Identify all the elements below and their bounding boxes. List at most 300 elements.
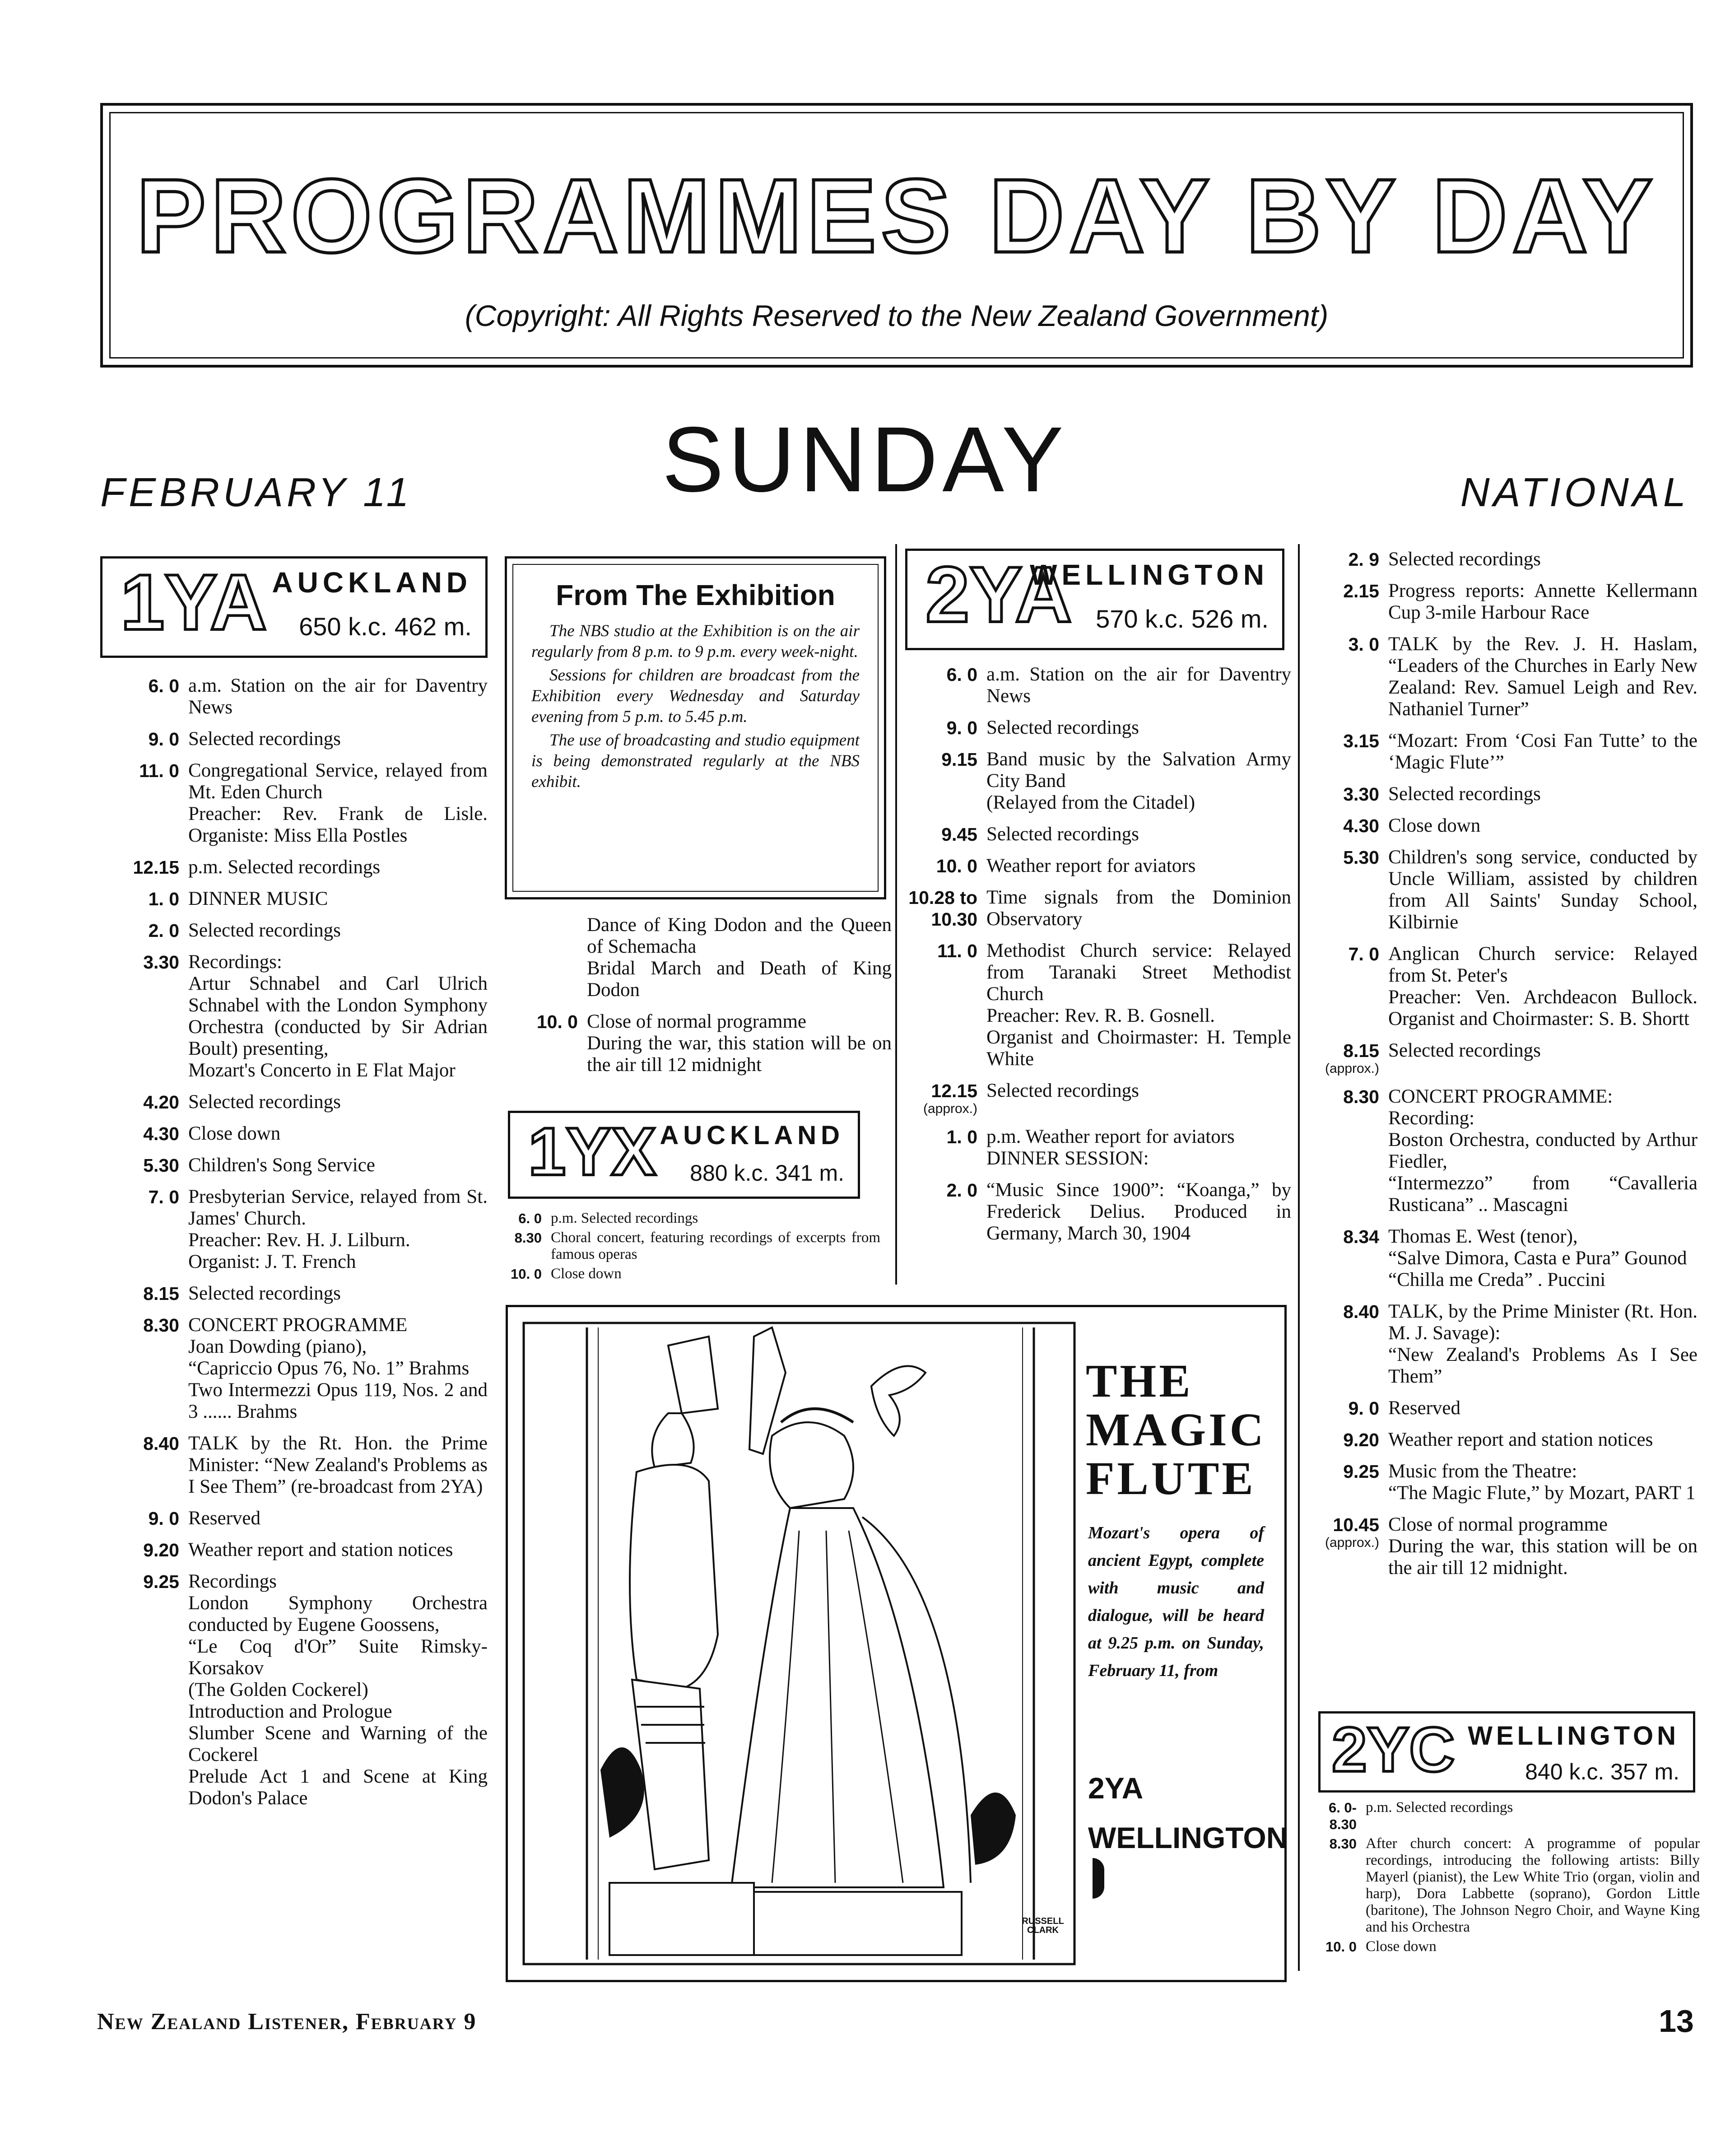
programme-line: DINNER SESSION:: [986, 1148, 1149, 1169]
programme-description: [986, 664, 1291, 707]
programme-line: Close down: [1366, 1938, 1437, 1955]
station-city: AUCKLAND: [272, 566, 472, 599]
programme-item: [1307, 1835, 1700, 1936]
programme-description: [986, 1179, 1291, 1244]
programme-line: “Intermezzo” from “Cavalleria Rusticana” .. Mascagni: [1388, 1173, 1697, 1215]
programme-line: Preacher: Ven. Archdeacon Bullock. Organist and Choirmaster: S. B. Shortt: [1388, 987, 1697, 1029]
programme-description: [188, 1314, 488, 1423]
programme-description: [1388, 1514, 1697, 1579]
programme-description: [1388, 815, 1697, 837]
programme-time-value: 10.28 to 10.30: [908, 887, 977, 930]
programme-time-value: 8.30: [514, 1230, 542, 1246]
programme-line: Methodist Church service: Relayed from Taranaki Street Methodist Church: [986, 940, 1291, 1005]
programme-description: [986, 887, 1291, 930]
programme-description: [1388, 730, 1697, 773]
magic-flute-feature: [506, 1305, 1287, 1982]
programme-line: Reserved: [1388, 1397, 1460, 1419]
programme-item: [100, 1186, 488, 1273]
exhibition-paragraph: Sessions for children are broadcast from the Exhibition every Wednesday and Saturday evening from 5 p.m. to 5.45 p.m.: [531, 666, 860, 726]
programme-time-value: 5.30: [1343, 847, 1379, 868]
exhibition-paragraph: The use of broadcasting and studio equipment is being demonstrated regularly at the NBS exhibit.: [531, 731, 860, 791]
programme-line: Weather report for aviators: [986, 855, 1196, 876]
programme-time: [1300, 1040, 1388, 1076]
programme-time: [499, 914, 587, 1001]
programme-time-value: 10. 0: [536, 1011, 578, 1032]
programme-time-value: 4.30: [143, 1123, 179, 1144]
programme-time: [1307, 1835, 1366, 1936]
programme-description: [188, 1539, 488, 1561]
programme-time-value: 2. 9: [1348, 549, 1379, 570]
programme-line: Recordings:: [188, 951, 282, 973]
day-title: SUNDAY: [662, 408, 1068, 511]
feature-station: [1088, 1763, 1288, 1863]
programme-description: [551, 1210, 880, 1227]
programme-description: [1388, 1226, 1697, 1291]
feature-station-line: 2YA: [1088, 1771, 1144, 1805]
programme-line: Two Intermezzi Opus 119, Nos. 2 and 3 ...... Brahms: [188, 1379, 488, 1422]
programme-time-value: 3.30: [143, 952, 179, 973]
programme-item: [1300, 847, 1697, 933]
programme-line: p.m. Selected recordings: [1366, 1799, 1513, 1816]
programme-description: [1366, 1799, 1700, 1833]
programme-line: Time signals from the Dominion Observatory: [986, 887, 1291, 930]
programme-line: TALK, by the Prime Minister (Rt. Hon. M. J. Savage):: [1388, 1301, 1697, 1344]
programme-description: [1388, 783, 1697, 805]
programme-time: [898, 1080, 986, 1116]
programme-time-value: 6. 0: [946, 664, 977, 685]
programme-line: Progress reports: Annette Kellermann Cup 3-mile Harbour Race: [1388, 580, 1697, 623]
programme-time-value: 9. 0: [946, 717, 977, 738]
station-header-2ya: [905, 549, 1284, 650]
programme-time-value: 9.45: [941, 824, 977, 845]
programme-item: [898, 1179, 1291, 1244]
programme-line: (Relayed from the Citadel): [986, 792, 1195, 813]
programme-time: [1307, 1799, 1366, 1833]
programme-description: [587, 914, 892, 1001]
programme-line: DINNER MUSIC: [188, 888, 328, 909]
programme-line: “Music Since 1900”: “Koanga,” by Frederick Delius. Produced in Germany, March 30, 1904: [986, 1179, 1291, 1244]
programme-time-value: 9. 0: [148, 729, 179, 750]
programme-time: [100, 1571, 188, 1809]
programme-item: [1300, 730, 1697, 773]
programme-line: Joan Dowding (piano),: [188, 1336, 367, 1357]
programme-description: [188, 1571, 488, 1809]
station-call-sign: 2YA: [925, 551, 1072, 639]
feature-station-line: WELLINGTON: [1088, 1821, 1288, 1854]
programme-item: [100, 888, 488, 910]
programme-line: Recordings: [188, 1571, 277, 1592]
programme-time: [898, 664, 986, 707]
programme-time-value: 8.40: [1343, 1301, 1379, 1322]
station-header-1yx: [508, 1111, 860, 1199]
programme-line: Selected recordings: [188, 728, 341, 750]
programme-line: Anglican Church service: Relayed from St. Peter's: [1388, 943, 1697, 986]
programme-time-value: 6. 0: [148, 675, 179, 696]
programme-item: [1300, 1040, 1697, 1076]
programme-time: [1300, 730, 1388, 773]
programme-item: [898, 1080, 1291, 1116]
programme-time: [898, 824, 986, 845]
programme-description: [986, 1080, 1291, 1116]
programme-item: [100, 1433, 488, 1498]
feature-description: Mozart's opera of ancient Egypt, complete with music and dialogue, will be heard at 9.25 p.m. on Sunday, February 11, from: [1088, 1523, 1264, 1680]
programme-description: [1388, 549, 1697, 570]
programme-item: [1300, 1397, 1697, 1419]
programme-time-value: 9.25: [1343, 1461, 1379, 1482]
programme-time-value: 11. 0: [937, 941, 977, 961]
programme-time: [100, 1539, 188, 1561]
programme-description: [188, 1433, 488, 1498]
programme-line: Organist and Choirmaster: H. Temple White: [986, 1027, 1291, 1070]
programme-time: [100, 857, 188, 878]
programme-line: Selected recordings: [986, 717, 1139, 738]
programme-item: [1300, 1429, 1697, 1451]
programme-item: [898, 855, 1291, 877]
programme-time-value: 8.15: [1343, 1040, 1379, 1061]
programme-line: TALK by the Rt. Hon. the Prime Minister: “New Zealand's Problems as I See Them” (re-broadcast from 2YA): [188, 1433, 488, 1497]
programme-time-value: 10.45: [1333, 1514, 1379, 1535]
programme-time: [1300, 1397, 1388, 1419]
programme-line: Choral concert, featuring recordings of excerpts from famous operas: [551, 1229, 880, 1262]
programme-line: p.m. Selected recordings: [188, 857, 381, 878]
programme-item: [100, 1571, 488, 1809]
programme-description: [1366, 1938, 1700, 1955]
programme-time: [100, 1123, 188, 1145]
programme-description: [1388, 1040, 1697, 1076]
programme-line: Selected recordings: [986, 1080, 1139, 1101]
programme-time: [100, 1314, 188, 1423]
programme-item: [898, 749, 1291, 814]
programme-item: [100, 857, 488, 878]
programme-line: Introduction and Prologue: [188, 1701, 392, 1722]
programme-line: Slumber Scene and Warning of the Cockerel: [188, 1723, 488, 1765]
programme-list-1ya: [100, 675, 488, 1819]
station-frequency: 840 k.c. 357 m.: [1525, 1759, 1679, 1784]
programme-item: [1307, 1799, 1700, 1833]
programme-time: [1300, 1461, 1388, 1504]
programme-line: Close of normal programme: [587, 1011, 807, 1032]
programme-time-value: 3. 0: [1348, 634, 1379, 655]
programme-line: Thomas E. West (tenor),: [1388, 1226, 1578, 1247]
programme-list-1ya-continued: [499, 914, 892, 1086]
programme-time: [1300, 549, 1388, 570]
programme-item: [492, 1229, 880, 1263]
programme-time: [100, 1091, 188, 1113]
programme-time-value: 8.34: [1343, 1226, 1379, 1247]
programme-description: [986, 717, 1291, 739]
programme-time: [100, 888, 188, 910]
programme-line: Dance of King Dodon and the Queen of Schemacha: [587, 914, 892, 957]
programme-item: [1300, 783, 1697, 805]
station-city: WELLINGTON: [1030, 559, 1269, 591]
programme-item: [100, 1123, 488, 1145]
programme-list-2yc: [1307, 1799, 1700, 1958]
banner-inner-frame: [109, 112, 1684, 359]
programme-time: [100, 1155, 188, 1176]
programme-time-note: (approx.): [923, 1101, 977, 1116]
programme-description: [1388, 847, 1697, 933]
programme-line: Selected recordings: [188, 920, 341, 941]
programme-time: [1300, 1226, 1388, 1291]
programme-item: [1300, 815, 1697, 837]
programme-list-2ya-continued: [1300, 549, 1697, 1589]
programme-time: [492, 1266, 551, 1282]
programme-line: “Salve Dimora, Casta e Pura” Gounod: [1388, 1248, 1687, 1269]
exhibition-title: From The Exhibition: [556, 579, 835, 611]
programme-line: Artur Schnabel and Carl Ulrich Schnabel with the London Symphony Orchestra (conducted by Sir Adrian Boult) presenting,: [188, 973, 488, 1059]
programme-time: [100, 1186, 188, 1273]
date-label: FEBRUARY 11: [100, 470, 413, 515]
programme-description: [1388, 633, 1697, 720]
programme-time-value: 8.30: [1329, 1836, 1357, 1852]
programme-list-1yx: [492, 1210, 880, 1285]
programme-description: [188, 1155, 488, 1176]
programme-item: [100, 675, 488, 718]
programme-line: During the war, this station will be on the air till 12 midnight.: [1388, 1536, 1697, 1579]
banner-title: PROGRAMMES DAY BY DAY: [136, 158, 1657, 275]
programme-time-value: 9.20: [1343, 1430, 1379, 1450]
programme-line: Boston Orchestra, conducted by Arthur Fiedler,: [1388, 1129, 1697, 1172]
programme-line: Selected recordings: [188, 1091, 341, 1113]
feature-title-line: MAGIC: [1086, 1404, 1266, 1456]
programme-time-value: 2. 0: [148, 920, 179, 941]
programme-description: [188, 675, 488, 718]
programme-time-value: 7. 0: [1348, 944, 1379, 964]
programme-time: [100, 675, 188, 718]
programme-description: [986, 855, 1291, 877]
programme-line: Music from the Theatre:: [1388, 1461, 1577, 1482]
programme-time: [898, 855, 986, 877]
programme-item: [100, 920, 488, 941]
programme-line: p.m. Weather report for aviators: [986, 1126, 1235, 1147]
footer-publication: New Zealand Listener, February 9: [97, 2009, 477, 2035]
programme-line: a.m. Station on the air for Daventry News: [986, 664, 1291, 707]
programme-time-value: 8.40: [143, 1433, 179, 1454]
programme-time: [100, 951, 188, 1081]
programme-item: [100, 1314, 488, 1423]
programme-time-value: 4.30: [1343, 815, 1379, 836]
programme-line: Close of normal programme: [1388, 1514, 1608, 1535]
programme-description: [188, 1186, 488, 1273]
station-call-sign: 1YX: [528, 1113, 656, 1189]
copyright-notice: (Copyright: All Rights Reserved to the New Zealand Government): [465, 299, 1329, 332]
programme-time: [1300, 1301, 1388, 1388]
programme-time-value: 7. 0: [148, 1187, 179, 1207]
programme-description: [986, 1126, 1291, 1169]
programme-line: Selected recordings: [1388, 783, 1541, 805]
programme-description: [551, 1229, 880, 1263]
programme-description: [188, 920, 488, 941]
exhibition-notice: [505, 556, 886, 899]
programme-line: Recording:: [1388, 1108, 1475, 1129]
programme-time-value: 10. 0: [936, 856, 977, 876]
programme-time: [1300, 943, 1388, 1030]
station-call-sign: 2YC: [1332, 1714, 1455, 1785]
programme-description: [188, 760, 488, 847]
programme-description: [1388, 1301, 1697, 1388]
programme-description: [188, 1508, 488, 1529]
programme-line: Presbyterian Service, relayed from St. James' Church.: [188, 1186, 488, 1229]
programme-line: “New Zealand's Problems As I See Them”: [1388, 1344, 1697, 1387]
programme-line: p.m. Selected recordings: [551, 1210, 698, 1226]
programme-description: [587, 1011, 892, 1076]
programme-time: [898, 887, 986, 930]
programme-description: [188, 888, 488, 910]
programme-item: [1300, 580, 1697, 624]
programme-line: “Mozart: From ‘Cosi Fan Tutte’ to the ‘Magic Flute’”: [1388, 730, 1697, 773]
programme-description: [1388, 1397, 1697, 1419]
programme-line: Band music by the Salvation Army City Band: [986, 749, 1291, 792]
programme-description: [188, 1283, 488, 1304]
programme-time-value: 3.15: [1343, 731, 1379, 751]
programme-description: [1388, 943, 1697, 1030]
programme-time: [898, 749, 986, 814]
exhibition-inner-frame: [512, 564, 879, 892]
programme-time: [1300, 847, 1388, 933]
programme-time: [100, 1283, 188, 1304]
programme-item: [898, 664, 1291, 707]
programme-time: [499, 1011, 587, 1076]
programme-description: [986, 749, 1291, 814]
programme-time: [492, 1229, 551, 1263]
programme-item: [1300, 549, 1697, 570]
programme-item: [1300, 1514, 1697, 1579]
programme-item: [492, 1266, 880, 1282]
programme-line: Preacher: Rev. Frank de Lisle. Organiste: Miss Ella Postles: [188, 803, 488, 846]
programme-time-note: (approx.): [1325, 1535, 1379, 1550]
programme-time-value: 8.30: [1343, 1086, 1379, 1107]
programme-item: [100, 728, 488, 750]
programme-item: [898, 940, 1291, 1070]
programme-item: [1300, 1226, 1697, 1291]
programme-time: [898, 940, 986, 1070]
programme-time: [100, 1508, 188, 1529]
programme-time: [100, 920, 188, 941]
programme-time: [1300, 783, 1388, 805]
programme-time-value: 12.15: [931, 1080, 977, 1101]
network-label: NATIONAL: [1460, 470, 1689, 515]
programme-time: [1300, 580, 1388, 624]
programme-item: [100, 1091, 488, 1113]
column-divider: [1298, 544, 1300, 1971]
programme-description: [188, 728, 488, 750]
programme-time-value: 11. 0: [139, 760, 179, 781]
end-mark-icon: [1093, 1858, 1104, 1899]
programme-line: “Chilla me Creda” . Puccini: [1388, 1269, 1606, 1290]
programme-time-value: 8.30: [143, 1315, 179, 1336]
station-frequency: 650 k.c. 462 m.: [299, 612, 472, 641]
programme-line: Selected recordings: [1388, 549, 1541, 570]
programme-time-value: 1. 0: [946, 1127, 977, 1147]
programme-time-value: 3.30: [1343, 784, 1379, 805]
programme-line: London Symphony Orchestra conducted by Eugene Goossens,: [188, 1593, 488, 1635]
programme-line: Weather report and station notices: [1388, 1429, 1653, 1450]
programme-line: (The Golden Cockerel): [188, 1679, 368, 1700]
programme-description: [188, 1091, 488, 1113]
programme-time-value: 12.15: [133, 857, 179, 878]
station-header-2yc: [1318, 1711, 1695, 1793]
programme-time-value: 10. 0: [511, 1266, 542, 1282]
programme-line: Close down: [1388, 815, 1481, 836]
programme-line: Selected recordings: [986, 824, 1139, 845]
programme-time-value: 9.15: [941, 749, 977, 770]
programme-description: [1388, 1429, 1697, 1451]
programme-line: Selected recordings: [1388, 1040, 1541, 1061]
programme-line: During the war, this station will be on the air till 12 midnight: [587, 1033, 892, 1076]
programme-line: Mozart's Concerto in E Flat Major: [188, 1060, 456, 1081]
programme-time-value: 1. 0: [148, 889, 179, 909]
exhibition-paragraph: The NBS studio at the Exhibition is on the air regularly from 8 p.m. to 9 p.m. every week-night.: [531, 622, 860, 661]
programme-line: CONCERT PROGRAMME:: [1388, 1086, 1613, 1107]
programme-item: [1307, 1938, 1700, 1955]
programme-item: [499, 914, 892, 1001]
programme-item: [100, 1155, 488, 1176]
programme-time: [898, 1179, 986, 1244]
programme-item: [499, 1011, 892, 1076]
banner: [100, 103, 1693, 368]
programme-line: Close down: [188, 1123, 281, 1144]
programme-list-2ya: [898, 664, 1291, 1254]
programme-line: Prelude Act 1 and Scene at King Dodon's Palace: [188, 1766, 488, 1809]
station-frequency: 570 k.c. 526 m.: [1096, 605, 1269, 633]
programme-line: Preacher: Rev. H. J. Lilburn.: [188, 1229, 410, 1251]
programme-item: [1300, 1301, 1697, 1388]
station-header-1ya: [100, 556, 488, 658]
station-frequency: 880 k.c. 341 m.: [690, 1160, 844, 1186]
programme-description: [1388, 1086, 1697, 1216]
programme-item: [100, 1508, 488, 1529]
programme-line: Children's song service, conducted by Uncle William, assisted by children from All Saints' Sunday School, Kilbirnie: [1388, 847, 1697, 933]
programme-item: [1300, 1461, 1697, 1504]
programme-item: [1300, 633, 1697, 720]
programme-item: [898, 717, 1291, 739]
programme-time-value: 6. 0-8.30: [1328, 1800, 1357, 1832]
programme-line: Weather report and station notices: [188, 1539, 453, 1560]
station-city: AUCKLAND: [660, 1121, 844, 1150]
programme-item: [1300, 943, 1697, 1030]
programme-time: [100, 728, 188, 750]
programme-time: [492, 1210, 551, 1227]
programme-line: Organist: J. T. French: [188, 1251, 356, 1272]
programme-description: [551, 1266, 880, 1282]
programme-line: Preacher: Rev. R. B. Gosnell.: [986, 1005, 1215, 1026]
programme-time: [1300, 1514, 1388, 1579]
programme-line: Selected recordings: [188, 1283, 341, 1304]
programme-time: [898, 1126, 986, 1169]
programme-item: [1300, 1086, 1697, 1216]
column-divider: [895, 544, 897, 1285]
programme-line: CONCERT PROGRAMME: [188, 1314, 408, 1336]
programme-description: [1388, 580, 1697, 624]
programme-time-value: 2. 0: [946, 1180, 977, 1201]
programme-time: [100, 760, 188, 847]
programme-line: “Le Coq d'Or” Suite Rimsky-Korsakov: [188, 1636, 488, 1679]
programme-line: Bridal March and Death of King Dodon: [587, 958, 892, 1001]
programme-time-value: 2.15: [1343, 581, 1379, 601]
programme-description: [188, 951, 488, 1081]
programme-line: TALK by the Rev. J. H. Haslam, “Leaders of the Churches in Early New Zealand: Rev. Samuel Leigh and Rev. Nathaniel Turner”: [1388, 633, 1697, 720]
station-city: WELLINGTON: [1468, 1721, 1679, 1751]
programme-description: [986, 940, 1291, 1070]
programme-time-value: 8.15: [143, 1283, 179, 1304]
programme-time: [1307, 1938, 1366, 1955]
programme-item: [898, 1126, 1291, 1169]
programme-line: Close down: [551, 1266, 622, 1282]
programme-description: [188, 1123, 488, 1145]
programme-line: a.m. Station on the air for Daventry News: [188, 675, 488, 718]
feature-title-line: THE: [1086, 1355, 1193, 1407]
programme-time: [1300, 1086, 1388, 1216]
